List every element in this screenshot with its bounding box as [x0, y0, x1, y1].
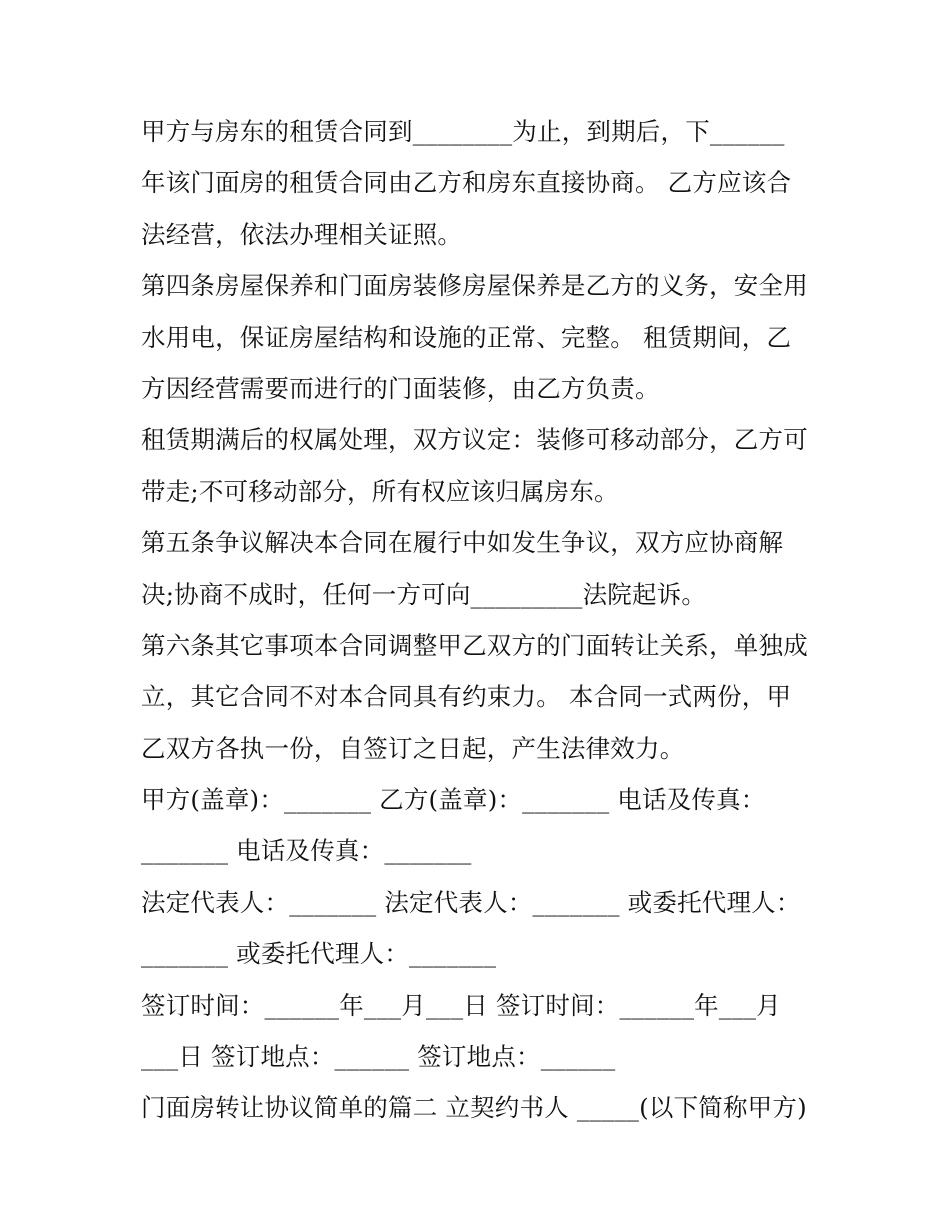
text-line: 决;协商不成时，任何一方可向_________法院起诉。 — [141, 579, 707, 609]
text-line: 甲方与房东的租赁合同到________为止，到期后，下______ — [141, 117, 785, 146]
signature-line: _______ 或委托代理人：_______ — [141, 939, 497, 969]
text-line: 租赁期满后的权属处理，双方议定：装修可移动部分，乙方可 — [141, 425, 808, 455]
text-line: 立，其它合同不对本合同具有约束力。 本合同一式两份，甲 — [141, 682, 792, 712]
text-line: 法经营，依法办理相关证照。 — [141, 219, 463, 249]
text-line: 乙双方各执一份，自签订之日起，产生法律效力。 — [141, 733, 685, 763]
text-line: 带走;不可移动部分，所有权应该归属房东。 — [141, 476, 619, 506]
signature-line: _______ 电话及传真：_______ — [141, 836, 472, 866]
text-line: 第六条其它事项本合同调整甲乙双方的门面转让关系，单独成 — [141, 630, 808, 660]
section-heading-line: 门面房转让协议简单的篇二 立契约书人 _____(以下简称甲方) — [141, 1093, 807, 1123]
text-line: 第五条争议解决本合同在履行中如发生争议，双方应协商解 — [141, 528, 784, 558]
text-line: 年该门面房的租赁合同由乙方和房东直接协商。 乙方应该合 — [141, 168, 792, 198]
date-line: ___日 签订地点：______ 签订地点：______ — [141, 1042, 616, 1072]
text-line: 方因经营需要而进行的门面装修，由乙方负责。 — [141, 373, 660, 403]
signature-line: 法定代表人：_______ 法定代表人：_______ 或委托代理人： — [141, 887, 801, 917]
text-line: 第四条房屋保养和门面房装修房屋保养是乙方的义务，安全用 — [141, 271, 808, 301]
signature-line: 甲方(盖章)：_______ 乙方(盖章)：_______ 电话及传真： — [141, 785, 766, 815]
document-body — [141, 106, 816, 1134]
date-line: 签订时间：______年___月___日 签订时间：______年___月 — [141, 990, 781, 1020]
text-line: 水用电，保证房屋结构和设施的正常、完整。 租赁期间，乙 — [141, 322, 792, 352]
